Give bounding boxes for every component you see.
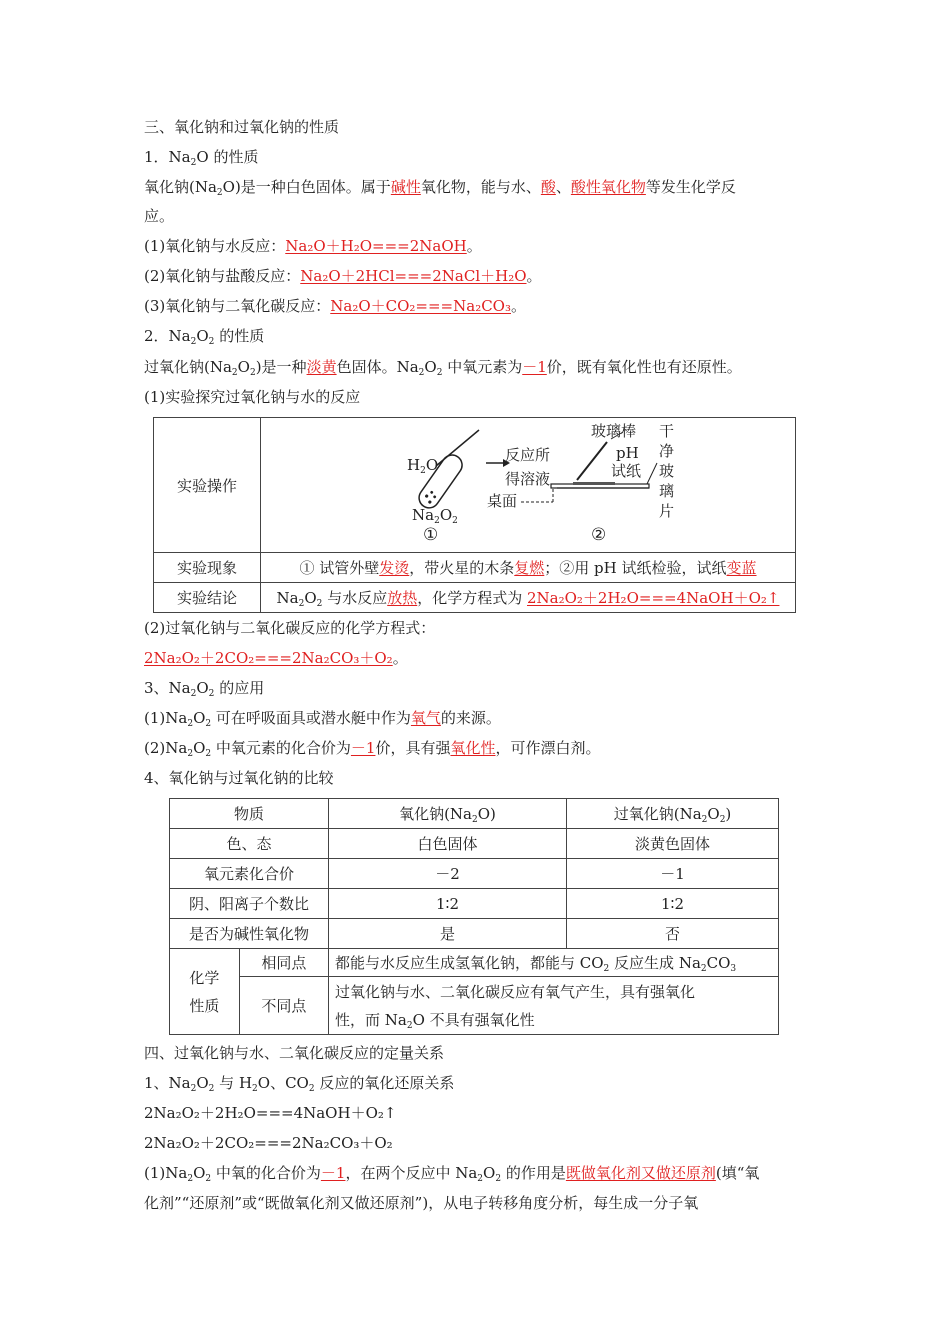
diff-label: 不同点 (239, 977, 328, 1035)
punct: 。 (392, 649, 408, 667)
subscript: 2 (436, 368, 443, 378)
heading-text: 三、氧化钠和过氧化钠的性质 (144, 118, 340, 136)
same-cell: 都能与水反应生成氢氧化钠，都能与 $CO_2$ 反应生成 $Na_2CO_3$ (329, 949, 779, 977)
text: 中氧的化合价为 (215, 1164, 321, 1182)
table-row (154, 553, 796, 583)
label-step-2: ② (591, 525, 607, 545)
label-rod: 玻璃棒 (591, 422, 637, 440)
cell-na2o2: 否 (567, 919, 779, 949)
text: 都能与水反应生成氢氧化钠，都能与 CO (335, 954, 604, 972)
subscript: 2 (208, 1084, 215, 1094)
paragraph-na2o-cont (144, 206, 174, 226)
subscript: 2 (701, 815, 708, 825)
text: 价，具有强 (375, 739, 451, 757)
heading-text: 四、过氧化钠与水、二氧化碳反应的定量关系 (144, 1044, 445, 1062)
subscript: 2 (316, 599, 323, 609)
subscript: 3 (730, 964, 737, 974)
answer-equation: 2Na₂O₂＋2CO₂===2Na₂CO₃＋O₂ (144, 649, 393, 667)
subscript: 2 (187, 749, 194, 759)
subheading-na2o2: 2．$Na_2O_2$ 的性质 (144, 327, 265, 347)
equation-co2 (144, 1133, 393, 1153)
subscript: 2 (308, 1084, 315, 1094)
text: 色固体。Na (336, 358, 419, 376)
table-row (170, 889, 779, 919)
punct: 。 (511, 297, 527, 315)
cell-na2o: 白色固体 (329, 829, 567, 859)
num: (1) (144, 709, 166, 727)
label-water: $H_2O$ (407, 456, 439, 476)
text: 氧化钠(Na (399, 805, 472, 823)
num: 3、 (144, 679, 169, 697)
punct: 。 (526, 267, 542, 285)
text: 化学 (189, 968, 220, 987)
subheading-na2o: 1．$Na_2O$ 的性质 (144, 148, 259, 168)
text: 可在呼吸面具或潜水艇中作为 (215, 709, 411, 727)
table-row (170, 977, 779, 1035)
answer-equation: Na₂O＋2HCl===2NaCl＋H₂O (300, 267, 527, 285)
subscript: 2 (472, 815, 478, 825)
cell-na2o: 是 (329, 919, 567, 949)
experiment-table (153, 417, 796, 613)
punct: 。 (466, 237, 482, 255)
subscript: 2 (190, 337, 197, 347)
experiment-diagram (261, 418, 795, 552)
text: O 不具有强氧化性 (412, 1010, 535, 1029)
answer-blank: 氧气 (410, 709, 441, 727)
num: (2) (144, 739, 166, 757)
text: 中氧元素为 (447, 358, 523, 376)
equation: 2Na₂O₂＋2H₂O===4NaOH＋O₂↑ (144, 1104, 397, 1122)
subscript: 2 (205, 749, 212, 759)
text: 反应的氧化还原关系 (314, 1074, 455, 1092)
answer-blank: 既做氧化剂又做还原剂 (565, 1164, 716, 1182)
label-ph-1: pH (616, 444, 639, 462)
phenomenon-cell (261, 553, 796, 583)
reaction-hcl (144, 266, 542, 286)
num: 1． (144, 148, 169, 166)
subscript: 2 (187, 1174, 194, 1184)
text: 的应用 (219, 679, 265, 697)
co2-reaction-equation (144, 648, 408, 668)
answer-blank: －1 (350, 739, 376, 757)
label-step-1: ① (423, 525, 439, 545)
header-na2o: 氧化钠$(Na_2O)$ (329, 799, 567, 829)
num: 1、 (144, 1074, 169, 1092)
text: 中氧元素的化合价为 (215, 739, 351, 757)
paragraph-na2o (144, 177, 736, 197)
table-row (170, 919, 779, 949)
subscript: 2 (477, 1174, 484, 1184)
label-glass-0: 干 (659, 422, 675, 440)
subscript: 2 (216, 188, 223, 198)
header-property: 物质 (170, 799, 329, 829)
application-1: $(1)Na_2O_2$ 可在呼吸面具或潜水艇中作为氧气的来源。 (144, 709, 501, 729)
text: O、CO (257, 1074, 309, 1092)
text: 的性质 (219, 327, 265, 345)
row-label: 是否为碱性氧化物 (170, 919, 329, 949)
text: (2)过氧化钠与二氧化碳反应的化学方程式： (144, 619, 436, 637)
answer-blank: 复燃 (514, 559, 545, 577)
subscript: 2 (205, 719, 212, 729)
equation: 2Na₂O₂＋2CO₂===2Na₂CO₃＋O₂ (144, 1134, 393, 1152)
text: 性，而 Na (335, 1010, 407, 1029)
section-heading-4 (144, 1043, 444, 1063)
conclusion-label: 实验结论 (154, 583, 261, 613)
cell-na2o: －2 (329, 859, 567, 889)
subheading-redox: 1、$Na_2O_2$ 与 $H_2O$、$CO_2$ 反应的氧化还原关系 (144, 1074, 455, 1094)
text: 反应生成 Na (609, 954, 701, 972)
text: 过氧化钠(Na (613, 805, 702, 823)
label-glass-1: 净 (659, 442, 675, 460)
chem-property-label (170, 949, 240, 1035)
table-row (154, 583, 796, 613)
text: 应。 (144, 207, 175, 225)
text: ① 试管外壁 (299, 559, 380, 577)
cell-na2o: 1∶2 (329, 889, 567, 919)
text: ) (490, 805, 496, 823)
row-label: 色、态 (170, 829, 329, 859)
subscript: 2 (190, 1084, 197, 1094)
answer-blank: 变蓝 (726, 559, 757, 577)
table-row (154, 418, 796, 553)
subscript: 2 (208, 337, 215, 347)
num: (1) (144, 1164, 166, 1182)
answer-blank: －1 (320, 1164, 346, 1182)
application-2: $(2)Na_2O_2$ 中氧元素的化合价为－1价，具有强氧化性，可作漂白剂。 (144, 739, 601, 759)
diagram-cell (261, 418, 796, 553)
answer-blank: 酸性氧化物 (570, 178, 646, 196)
co2-reaction-title (144, 618, 435, 638)
cell-na2o2: 淡黄色固体 (567, 829, 779, 859)
text: )是一种 (255, 358, 307, 376)
table-row (170, 859, 779, 889)
answer-blank: 淡黄 (306, 358, 337, 376)
label-ph-2: 试纸 (611, 462, 642, 480)
answer-equation: 2Na₂O₂＋2H₂O===4NaOH＋O₂↑ (527, 589, 780, 607)
label-glass-4: 片 (659, 502, 675, 520)
subscript: 2 (205, 1174, 212, 1184)
label: (3)氧化钠与二氧化碳反应： (144, 297, 331, 315)
subscript: 2 (406, 1020, 413, 1031)
header-na2o2: 过氧化钠$(Na_2O_2)$ (567, 799, 779, 829)
op-label: 实验操作 (154, 418, 261, 553)
text: ) (725, 805, 732, 823)
same-label: 相同点 (239, 949, 328, 977)
text: (填“氧 (715, 1164, 760, 1182)
text: 4、氧化钠与过氧化钠的比较 (144, 769, 334, 787)
subheading-application: 3、$Na_2O_2$ 的应用 (144, 679, 265, 699)
label-desk: 桌面 (487, 492, 518, 510)
text: O)是一种白色固体。属于 (222, 178, 391, 196)
experiment-title (144, 387, 360, 407)
text: ，在两个反应中 Na (345, 1164, 478, 1182)
subscript: 2 (190, 158, 197, 168)
subscript: 2 (495, 1174, 502, 1184)
answer-equation: Na₂O＋H₂O===2NaOH (285, 237, 467, 255)
text: 等发生化学反 (645, 178, 736, 196)
question-line-1: $(1)Na_2O_2$ 中氧的化合价为－1，在两个反应中 $Na_2O_2$ 的作用是既做氧化剂又做还原剂(填“氧 (144, 1164, 760, 1184)
text: ，化学方程式为 (417, 589, 527, 607)
text: 氧化物，能与水、 (420, 178, 541, 196)
answer-blank: 酸 (540, 178, 556, 196)
subscript: 2 (249, 368, 256, 378)
text: ；②用 pH 试纸检验，试纸 (544, 559, 727, 577)
cell-na2o2: 1∶2 (567, 889, 779, 919)
paragraph-na2o2: 过氧化钠$(Na_2O_2)$是一种淡黄色固体。$Na_2O_2$ 中氧元素为－1价，既有氧化性也有还原性。 (144, 358, 742, 378)
text: 与水反应 (327, 589, 388, 607)
answer-blank: －1 (522, 358, 547, 376)
label: (1)氧化钠与水反应： (144, 237, 286, 255)
text: 过氧化钠与水、二氧化碳反应有氧气产生，具有强氧化 (335, 982, 696, 1001)
text: 化剂”“还原剂”或“既做氧化剂又做还原剂”)，从电子转移角度分析，每生成一分子氧 (144, 1194, 699, 1212)
label-glass-3: 璃 (659, 482, 675, 500)
subscript: 2 (190, 689, 197, 699)
text: 性质 (189, 996, 220, 1015)
glass-rod-icon (577, 442, 607, 480)
table-row (170, 829, 779, 859)
dropper-line (436, 430, 479, 466)
reaction-co2 (144, 296, 526, 316)
text: 的作用是 (505, 1164, 566, 1182)
label-solution-2: 得溶液 (505, 470, 551, 488)
subscript: 2 (208, 689, 215, 699)
text: 、 (555, 178, 571, 196)
table-row (170, 799, 779, 829)
comparison-heading (144, 768, 334, 788)
conclusion-cell: $Na_2O_2$ 与水反应放热，化学方程式为 2Na₂O₂＋2H₂O===4NaOH＋O₂↑ (261, 583, 796, 613)
glass-pointer (647, 463, 657, 484)
label: (2)氧化钠与盐酸反应： (144, 267, 301, 285)
row-label: 氧元素化合价 (170, 859, 329, 889)
text: 的来源。 (440, 709, 501, 727)
comparison-table (169, 798, 779, 1035)
subscript: 2 (231, 368, 238, 378)
subscript: 2 (700, 964, 707, 974)
table-row (170, 949, 779, 977)
test-tube-icon (415, 451, 466, 512)
text: 的性质 (213, 148, 259, 166)
cell-na2o2: －1 (567, 859, 779, 889)
answer-blank: 放热 (387, 589, 418, 607)
label-glass-2: 玻 (659, 462, 675, 480)
section-heading-3 (144, 117, 339, 137)
subscript: 2 (252, 1084, 258, 1094)
subscript: 2 (298, 599, 305, 609)
answer-blank: 碱性 (390, 178, 421, 196)
text: 价，既有氧化性也有还原性。 (546, 358, 742, 376)
subscript: 2 (603, 964, 610, 974)
text: ，带火星的木条 (409, 559, 515, 577)
text: 过氧化钠(Na (144, 358, 232, 376)
diff-cell (329, 977, 779, 1035)
row-label: 阴、阳离子个数比 (170, 889, 329, 919)
answer-equation: Na₂O＋CO₂===Na₂CO₃ (330, 297, 511, 315)
text: 与 H (214, 1074, 253, 1092)
text: (1)实验探究过氧化钠与水的反应 (144, 388, 361, 406)
text: ，可作漂白剂。 (495, 739, 601, 757)
phenomenon-label: 实验现象 (154, 553, 261, 583)
answer-blank: 发烫 (379, 559, 410, 577)
text: 氧化钠(Na (144, 178, 217, 196)
subscript: 2 (719, 815, 726, 825)
num: 2． (144, 327, 169, 345)
reaction-water (144, 236, 482, 256)
question-line-2 (144, 1193, 698, 1213)
label-na2o2: $Na_2O_2$ (412, 506, 458, 526)
equation-water (144, 1103, 396, 1123)
answer-blank: 氧化性 (450, 739, 496, 757)
label-solution-1: 反应所 (505, 446, 551, 464)
subscript: 2 (187, 719, 194, 729)
ph-paper (573, 482, 615, 485)
subscript: 2 (418, 368, 425, 378)
